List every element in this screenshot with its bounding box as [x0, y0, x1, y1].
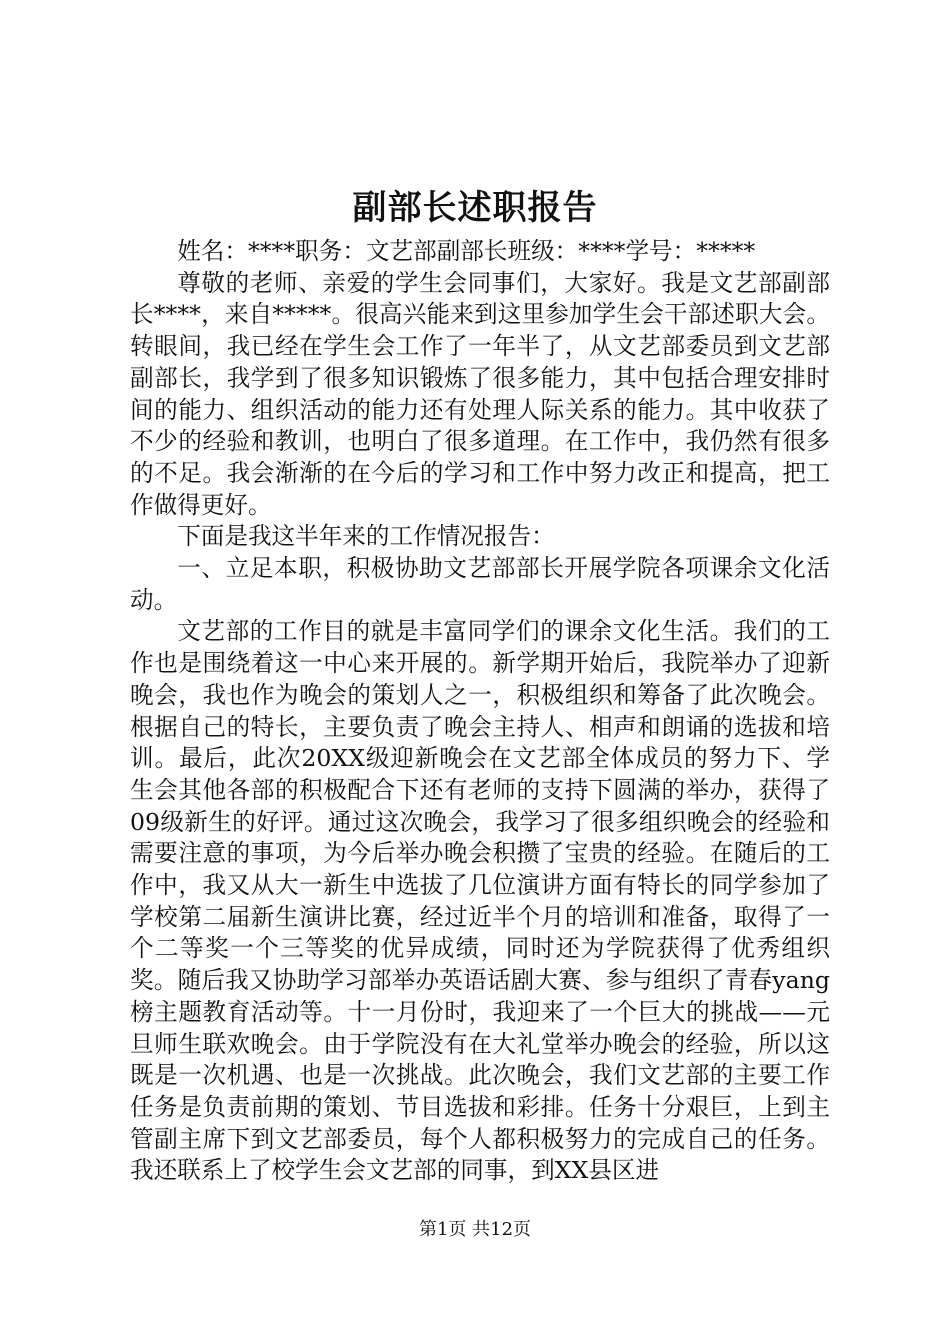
- greeting-paragraph: 尊敬的老师、亲爱的学生会同事们，大家好。我是文艺部副部长****，来自*****。很高兴能来到这里参加学生会干部述职大会。转眼间，我已经在学生会工作了一年半了，从文艺部委员到文艺部副部长，我学到了很多知识锻炼了很多能力，其中包括合理安排时间的能力、组织活动的能力还有处理人际关系的能力。其中收获了不少的经验和教训，也明白了很多道理。在工作中，我仍然有很多的不足。我会渐渐的在今后的学习和工作中努力改正和提高，把工作做得更好。: [130, 268, 830, 519]
- document-title: 副部长述职报告: [352, 188, 598, 228]
- work-paragraph: 文艺部的工作目的就是丰富同学们的课余文化生活。我们的工作也是围绕着这一中心来开展的。新学期开始后，我院举办了迎新晚会，我也作为晚会的策划人之一，积极组织和筹备了此次晚会。根据自己的特长，主要负责了晚会主持人、相声和朗诵的选拔和培训。最后，此次20XX级迎新晚会在文艺部全体成员的努力下、学生会其他各部的积极配合下还有老师的支持下圆满的举办，获得了09级新生的好评。通过这次晚会，我学习了很多组织晚会的经验和需要注意的事项，为今后举办晚会积攒了宝贵的经验。在随后的工作中，我又从大一新生中选拔了几位演讲方面有特长的同学参加了学校第二届新生演讲比赛，经过近半个月的培训和准备，取得了一个二等奖一个三等奖的优异成绩，同时还为学院获得了优秀组织奖。随后我又协助学习部举办英语话剧大赛、参与组织了青春yang榜主题教育活动等。十一月份时，我迎来了一个巨大的挑战——元旦师生联欢晚会。由于学院没有在大礼堂举办晚会的经验，所以这既是一次机遇、也是一次挑战。此次晚会，我们文艺部的主要工作任务是负责前期的策划、节目选拔和彩排。任务十分艰巨，上到主管副主席下到文艺部委员，每个人都积极努力的完成自己的任务。我还联系上了校学生会文艺部的同事，到XX县区进: [130, 617, 830, 1185]
- document-body: [130, 236, 830, 1187]
- page-number: 第1页 共12页: [418, 1219, 532, 1240]
- info-line: 姓名：****职务：文艺部副部长班级：****学号：*****: [177, 237, 756, 265]
- section-heading-1: 一、立足本职，积极协助文艺部部长开展学院各项课余文化活动。: [130, 554, 830, 614]
- intro-line: 下面是我这半年来的工作情况报告：: [177, 522, 555, 551]
